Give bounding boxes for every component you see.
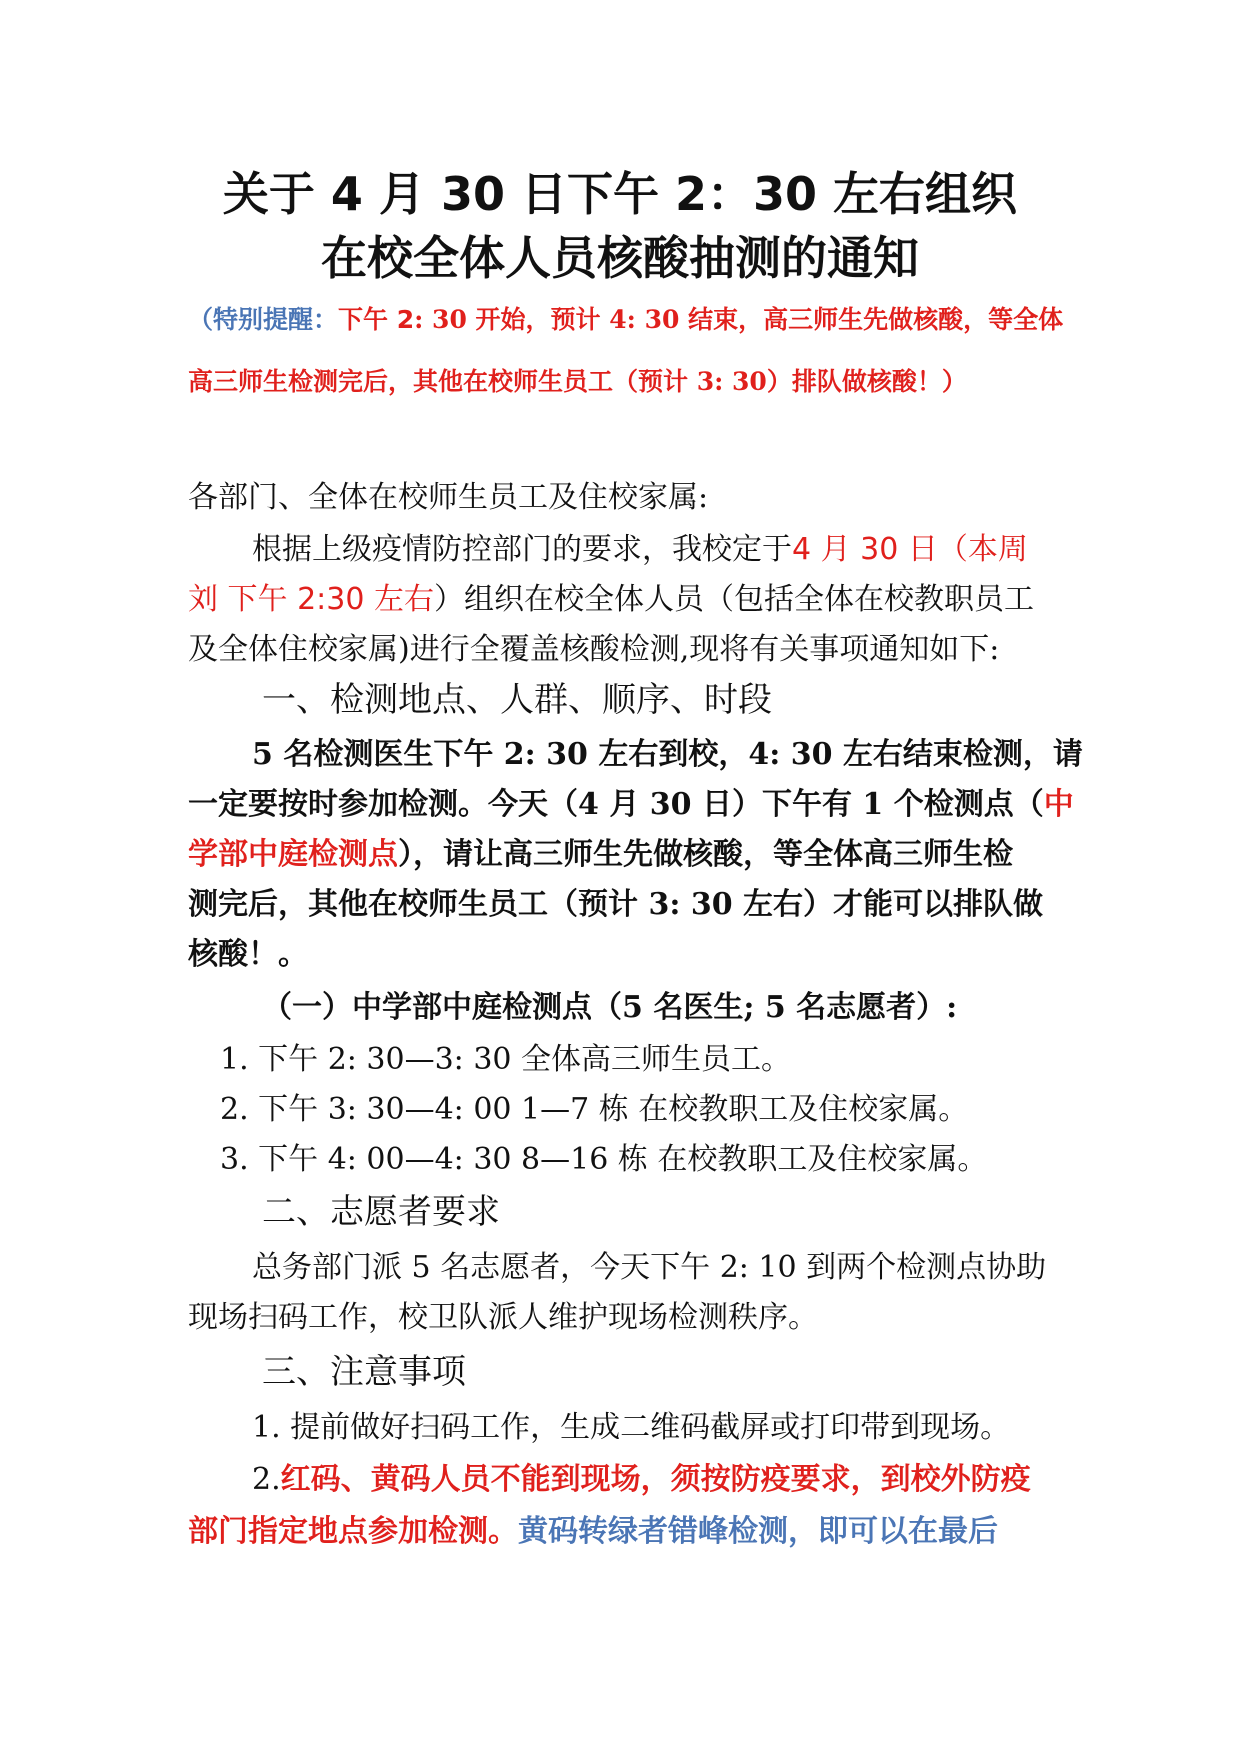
section-2-line-1: 总务部门派 5 名志愿者，今天下午 2: 10 到两个检测点协助 [252,1250,1047,1285]
schedule-item-2: 2. 下午 3: 30—4: 00 1—7 栋 在校教职工及住校家属。 [220,1092,969,1127]
intro-date-highlight: 4 月 30 日（本周 [792,532,1028,567]
section-3-heading: 三、注意事项 [262,1352,466,1392]
precaution-item-2-line-1 [252,1460,1031,1500]
schedule-item-3: 3. 下午 4: 00—4: 30 8—16 栋 在校教职工及住校家属。 [220,1142,988,1177]
section-1-heading: 一、检测地点、人群、顺序、时段 [262,680,772,720]
section-1-paragraph-line-1: 5 名检测医生下午 2: 30 左右到校，4: 30 左右结束检测，请 [252,737,1083,772]
testing-site-highlight-a: 中 [1043,787,1074,822]
special-reminder-line-1 [188,300,1063,340]
yellow-to-green-note: 黄码转绿者错峰检测，即可以在最后 [518,1514,998,1549]
intro-line-1 [252,530,1028,570]
section-1-paragraph-line-4: 测完后，其他在校师生员工（预计 3: 30 左右）才能可以排队做 [188,887,1044,922]
intro-text-1a: 根据上级疫情防控部门的要求，我校定于 [252,532,792,567]
section-1-paragraph-line-5: 核酸！。 [188,937,308,972]
precaution-item-1: 1. 提前做好扫码工作，生成二维码截屏或打印带到现场。 [252,1410,1011,1445]
section-1-paragraph-line-2 [188,785,1074,825]
reminder-highlight: 下午 2 [338,305,415,334]
precaution-item-2-line-2 [188,1512,998,1552]
precaution-item-2-number: 2. [252,1462,281,1497]
special-reminder-line-2: 高三师生检测完后，其他在校师生员工（预计 3: 30）排队做核酸！） [188,367,967,396]
red-yellow-code-warning: 红码、黄码人员不能到现场，须按防疫要求，到校外防疫 [280,1462,1031,1497]
intro-line-2 [188,580,1034,620]
intro-text-2b: ）组织在校全体人员（包括全体在校教职员工 [433,582,1034,617]
intro-line-3: 及全体住校家属)进行全覆盖核酸检测,现将有关事项通知如下: [188,632,1000,667]
section-1-paragraph-line-3 [188,835,1013,875]
section-1-text-3b: ），请让高三师生先做核酸，等全体高三师生检 [398,837,1013,872]
schedule-item-1: 1. 下午 2: 30—3: 30 全体高三师生员工。 [220,1042,792,1077]
document-title-line-2: 在校全体人员核酸抽测的通知 [321,231,919,285]
testing-site-highlight-b: 学部中庭检测点 [188,837,398,872]
salutation: 各部门、全体在校师生员工及住校家属: [188,480,709,515]
reminder-text-1: : 30 开始，预计 4: 30 结束，高三师生先做核酸，等全体 [414,305,1064,334]
section-1-text-2a: 一定要按时参加检测。今天（4 月 30 日）下午有 1 个检测点（ [188,787,1044,822]
section-2-line-2: 现场扫码工作，校卫队派人维护现场检测秩序。 [188,1300,818,1335]
section-2-heading: 二、志愿者要求 [262,1192,500,1232]
designated-site-text: 部门指定地点参加检测。 [188,1514,518,1549]
intro-time-highlight: 刘 下午 2:30 左右 [188,582,434,617]
document-title-line-1: 关于 4 月 30 日下午 2：30 左右组织 [222,167,1018,221]
reminder-prefix: （特别提醒： [188,305,339,334]
testing-site-subheading: （一）中学部中庭检测点（5 名医生; 5 名志愿者）: [262,990,958,1025]
